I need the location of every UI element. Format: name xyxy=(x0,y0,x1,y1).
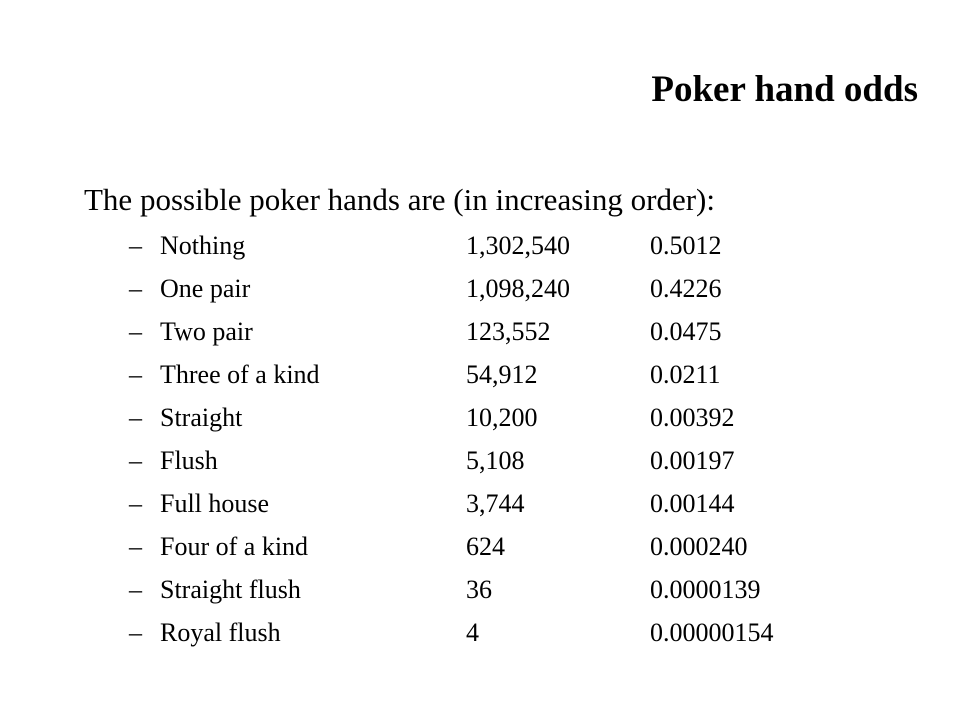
bullet-dash: – xyxy=(129,618,142,647)
hand-probability: 0.00392 xyxy=(650,403,735,432)
hand-count: 54,912 xyxy=(466,360,538,389)
hand-count: 36 xyxy=(466,575,492,604)
bullet-dash: – xyxy=(129,489,142,518)
hand-count: 123,552 xyxy=(466,317,551,346)
hand-name: Full house xyxy=(160,489,270,518)
intro-text: The possible poker hands are (in increasing order): xyxy=(84,182,715,217)
hand-name: Four of a kind xyxy=(160,532,309,561)
bullet-dash: – xyxy=(129,446,142,475)
hand-probability: 0.0475 xyxy=(650,317,722,346)
hand-name: Straight flush xyxy=(160,575,301,604)
hand-count: 4 xyxy=(466,618,479,647)
hand-name: Nothing xyxy=(160,231,246,260)
hand-count: 624 xyxy=(466,532,505,561)
bullet-dash: – xyxy=(129,231,142,260)
hand-probability: 0.000240 xyxy=(650,532,748,561)
hand-probability: 0.00144 xyxy=(650,489,735,518)
hand-count: 1,098,240 xyxy=(466,274,570,303)
hand-probability: 0.5012 xyxy=(650,231,722,260)
bullet-dash: – xyxy=(129,575,142,604)
slide-title: Poker hand odds xyxy=(651,69,918,110)
bullet-dash: – xyxy=(129,360,142,389)
hand-probability: 0.4226 xyxy=(650,274,722,303)
hand-name: Two pair xyxy=(160,317,253,346)
hand-name: Three of a kind xyxy=(160,360,320,389)
bullet-dash: – xyxy=(129,317,142,346)
hand-probability: 0.00197 xyxy=(650,446,735,475)
hand-name: Flush xyxy=(160,446,218,475)
hand-count: 1,302,540 xyxy=(466,231,570,260)
hand-name: One pair xyxy=(160,274,251,303)
bullet-dash: – xyxy=(129,532,142,561)
hand-count: 5,108 xyxy=(466,446,525,475)
hand-name: Straight xyxy=(160,403,243,432)
hand-count: 3,744 xyxy=(466,489,525,518)
hand-probability: 0.00000154 xyxy=(650,618,774,647)
hand-probability: 0.0211 xyxy=(650,360,721,389)
bullet-dash: – xyxy=(129,274,142,303)
bullet-dash: – xyxy=(129,403,142,432)
hand-count: 10,200 xyxy=(466,403,538,432)
hand-name: Royal flush xyxy=(160,618,281,647)
hand-probability: 0.0000139 xyxy=(650,575,761,604)
